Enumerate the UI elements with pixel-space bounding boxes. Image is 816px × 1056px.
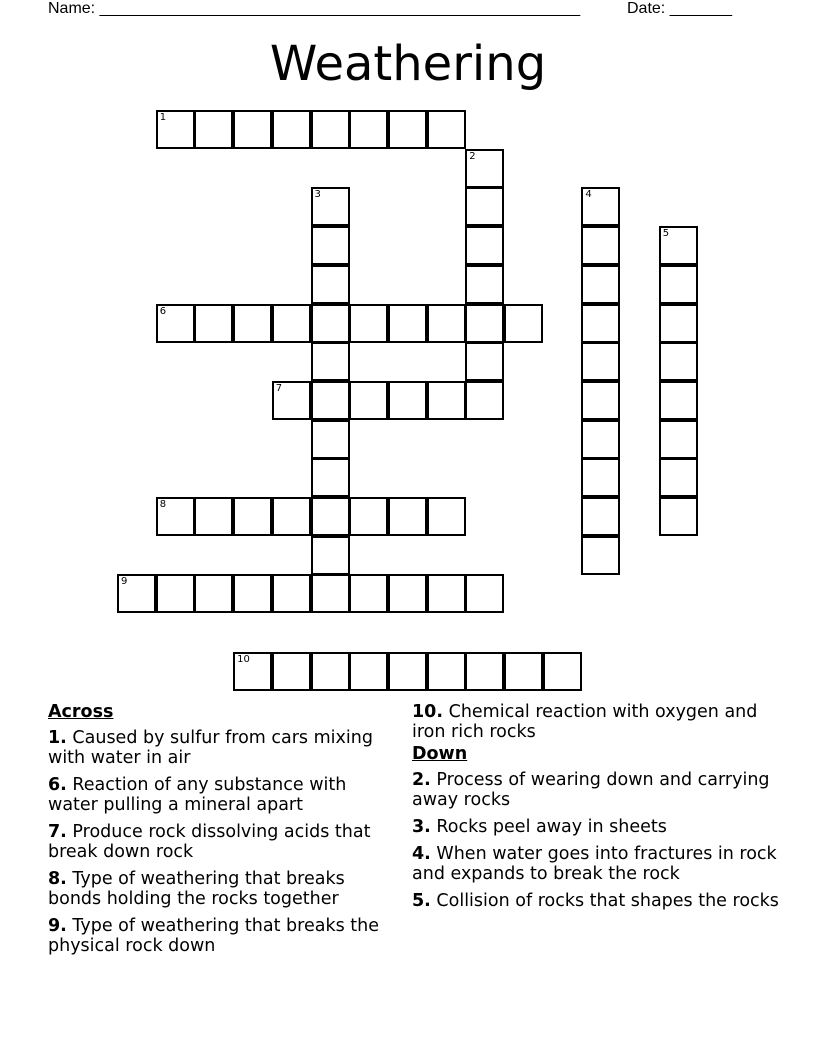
name-field: Name: ______________________________________________________ [48,0,581,17]
grid-cell[interactable] [581,536,620,575]
grid-cell[interactable] [427,110,466,149]
clue-number: 3 [314,189,321,201]
clue-across-1: 1. Caused by sulfur from cars mixing with water in air [48,728,373,768]
grid-cell[interactable] [233,574,272,613]
grid-cell[interactable] [581,265,620,304]
grid-cell[interactable] [659,304,698,343]
date-field: Date: _______ [627,0,732,17]
grid-cell[interactable] [311,265,350,304]
grid-cell[interactable] [194,304,233,343]
grid-cell[interactable] [659,420,698,459]
grid-cell[interactable] [156,110,195,149]
grid-cell[interactable] [659,458,698,497]
grid-cell[interactable] [427,497,466,536]
grid-cell[interactable] [272,110,311,149]
clue-number: 7 [275,382,283,394]
grid-cell[interactable] [504,652,543,691]
grid-cell[interactable] [233,652,272,691]
clue-number: 2 [469,150,476,162]
grid-cell[interactable] [581,420,620,459]
grid-cell[interactable] [581,342,620,381]
clue-down-3: 3. Rocks peel away in sheets [412,817,667,837]
grid-cell[interactable] [465,187,504,226]
clue-down-4: 4. When water goes into fractures in rock and expands to break the rock [412,844,777,884]
grid-cell[interactable] [311,420,350,459]
grid-cell[interactable] [349,574,388,613]
grid-cell[interactable] [659,226,698,265]
grid-cell[interactable] [311,652,350,691]
clue-down-5: 5. Collision of rocks that shapes the rocks [412,891,779,911]
grid-cell[interactable] [465,652,504,691]
grid-cell[interactable] [194,497,233,536]
grid-cell[interactable] [504,304,543,343]
grid-cell[interactable] [388,574,427,613]
clue-across-9: 9. Type of weathering that breaks the physical rock down [48,916,379,956]
grid-cell[interactable] [311,226,350,265]
grid-cell[interactable] [388,381,427,420]
grid-cell[interactable] [465,381,504,420]
grid-cell[interactable] [272,381,311,420]
grid-cell[interactable] [311,497,350,536]
clue-number: 9 [121,576,128,588]
grid-cell[interactable] [388,304,427,343]
grid-cell[interactable] [194,574,233,613]
grid-cell[interactable] [233,497,272,536]
grid-cell[interactable] [156,304,195,343]
grid-cell[interactable] [427,304,466,343]
clue-across-7: 7. Produce rock dissolving acids that break down rock [48,822,371,862]
grid-cell[interactable] [659,342,698,381]
grid-cell[interactable] [194,110,233,149]
clues-left-column [48,702,383,963]
grid-cell[interactable] [349,110,388,149]
grid-cell[interactable] [427,574,466,613]
clue-down-2: 2. Process of wearing down and carrying away rocks [412,770,770,810]
clue-number: 6 [159,305,167,317]
grid-cell[interactable] [272,652,311,691]
clue-number: 10 [237,653,250,665]
clue-number: 4 [585,189,592,201]
clue-across-6: 6. Reaction of any substance with water pulling a mineral apart [48,775,347,815]
grid-cell[interactable] [272,497,311,536]
grid-cell[interactable] [465,304,504,343]
grid-cell[interactable] [659,265,698,304]
grid-cell[interactable] [311,574,350,613]
grid-cell[interactable] [117,574,156,613]
grid-cell[interactable] [349,381,388,420]
grid-cell[interactable] [581,226,620,265]
grid-cell[interactable] [581,458,620,497]
grid-cell[interactable] [427,652,466,691]
grid-cell[interactable] [581,497,620,536]
grid-cell[interactable] [272,304,311,343]
clue-across-10: 10. Chemical reaction with oxygen and iron rich rocks [412,702,758,742]
grid-cell[interactable] [311,536,350,575]
grid-cell[interactable] [581,187,620,226]
clue-number: 1 [159,112,167,123]
grid-cell[interactable] [465,149,504,188]
grid-cell[interactable] [465,342,504,381]
grid-cell[interactable] [465,226,504,265]
grid-cell[interactable] [311,342,350,381]
grid-cell[interactable] [388,652,427,691]
down-heading: Down [412,744,468,764]
grid-cell[interactable] [659,381,698,420]
grid-cell[interactable] [581,304,620,343]
grid-cell[interactable] [543,652,582,691]
clue-number: 5 [662,228,670,240]
grid-cell[interactable] [388,110,427,149]
grid-cell[interactable] [272,574,311,613]
clue-number: 8 [159,499,167,510]
grid-cell[interactable] [156,574,195,613]
grid-cell[interactable] [465,265,504,304]
grid-cell[interactable] [233,110,272,149]
across-heading: Across [48,702,114,722]
grid-cell[interactable] [233,304,272,343]
grid-cell[interactable] [349,652,388,691]
clues-right-column [412,702,782,918]
grid-cell[interactable] [581,381,620,420]
grid-cell[interactable] [388,497,427,536]
clue-across-8: 8. Type of weathering that breaks bonds holding the rocks together [48,869,345,909]
grid-cell[interactable] [349,497,388,536]
grid-cell[interactable] [311,304,350,343]
grid-cell[interactable] [311,381,350,420]
grid-cell[interactable] [311,110,350,149]
grid-cell[interactable] [311,458,350,497]
grid-cell[interactable] [427,381,466,420]
grid-cell[interactable] [659,497,698,536]
page-title: Weathering [269,36,547,92]
grid-cell[interactable] [156,497,195,536]
grid-cell[interactable] [465,574,504,613]
grid-cell[interactable] [349,304,388,343]
grid-cell[interactable] [311,187,350,226]
